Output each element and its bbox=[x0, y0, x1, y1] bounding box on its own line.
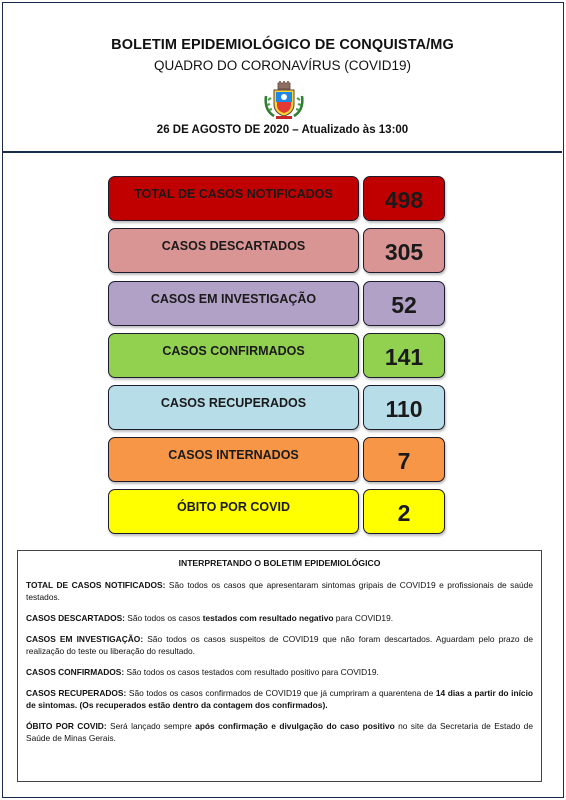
legend-item-descartados bbox=[26, 612, 533, 624]
stat-value-box: 2 bbox=[363, 489, 445, 534]
legend-item-recuperados bbox=[26, 687, 533, 711]
legend-term: CASOS DESCARTADOS: bbox=[26, 613, 125, 623]
legend-text: São todos os casos confirmados de COVID19 que já cumpriram a quarentena de bbox=[126, 688, 436, 698]
legend-term: CASOS EM INVESTIGAÇÃO: bbox=[26, 634, 144, 644]
stat-value-box: 141 bbox=[363, 333, 445, 378]
stat-label-box: CASOS EM INVESTIGAÇÃO bbox=[108, 281, 359, 326]
stat-value-box: 305 bbox=[363, 228, 445, 273]
stat-label-box: CASOS INTERNADOS bbox=[108, 437, 359, 482]
legend-emphasis: testados com resultado negativo bbox=[202, 613, 334, 623]
legend-term: ÓBITO POR COVID: bbox=[26, 721, 107, 731]
legend-item-notificados bbox=[26, 579, 533, 603]
legend-box bbox=[17, 550, 542, 782]
legend-title: INTERPRETANDO O BOLETIM EPIDEMIOLÓGICO bbox=[178, 558, 381, 568]
page-title: BOLETIM EPIDEMIOLÓGICO DE CONQUISTA/MG bbox=[111, 37, 454, 53]
legend-emphasis: 14 dias a partir do início de sintomas. (Os recuperados estão dentro da contagem dos confirmados). bbox=[26, 688, 534, 710]
stat-value-box: 52 bbox=[363, 281, 445, 326]
legend-text: São todos os casos que apresentaram sintomas gripais de COVID19 e profissionais de saúde testados. bbox=[26, 580, 533, 602]
legend-item-obito bbox=[26, 720, 533, 744]
legend-text: São todos os casos testados com resultado positivo para COVID19. bbox=[124, 667, 379, 677]
legend-text: São todos os casos bbox=[124, 613, 203, 623]
legend-emphasis: após confirmação e divulgação do caso positivo bbox=[195, 721, 395, 731]
bulletin-header bbox=[3, 3, 562, 153]
legend-text: Será lançado sempre bbox=[106, 721, 196, 731]
stat-value-box: 498 bbox=[363, 176, 445, 221]
stat-label-box: CASOS DESCARTADOS bbox=[108, 228, 359, 273]
legend-term: CASOS CONFIRMADOS: bbox=[26, 667, 125, 677]
legend-term: TOTAL DE CASOS NOTIFICADOS: bbox=[26, 580, 166, 590]
legend-text: no site da Secretaria de Estado de Saúde de Minas Gerais. bbox=[26, 721, 534, 743]
update-date: 26 DE AGOSTO DE 2020 – Atualizado às 13:00 bbox=[156, 124, 409, 136]
stat-value-box: 110 bbox=[363, 385, 445, 430]
stat-label-box: CASOS CONFIRMADOS bbox=[108, 333, 359, 378]
stat-value-box: 7 bbox=[363, 437, 445, 482]
legend-item-confirmados bbox=[26, 666, 533, 678]
legend-item-investigacao bbox=[26, 633, 533, 657]
stat-label-box: TOTAL DE CASOS NOTIFICADOS bbox=[108, 176, 359, 221]
municipal-crest-icon bbox=[264, 80, 304, 120]
legend-text: São todos os casos suspeitos de COVID19 que não foram descartados. Aguardam pelo prazo de realização do teste ou liberação do resultado. bbox=[26, 634, 533, 656]
legend-term: CASOS RECUPERADOS: bbox=[26, 688, 127, 698]
stat-label-box: ÓBITO POR COVID bbox=[108, 489, 359, 534]
page-subtitle: QUADRO DO CORONAVÍRUS (COVID19) bbox=[153, 58, 412, 73]
legend-text: para COVID19. bbox=[333, 613, 394, 623]
stat-label-box: CASOS RECUPERADOS bbox=[108, 385, 359, 430]
